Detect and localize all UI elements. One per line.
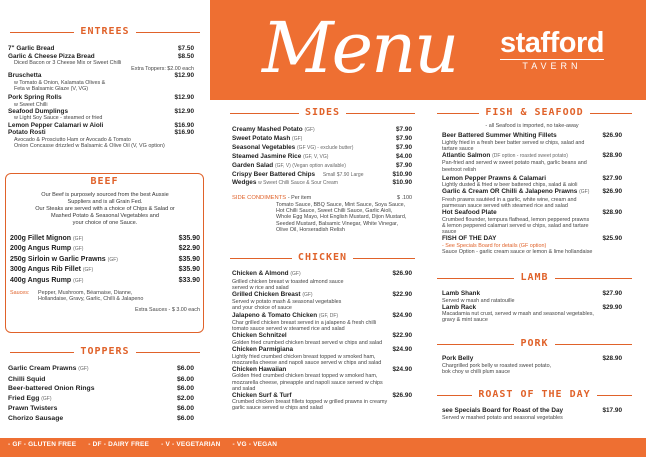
beef-intro-line: Mashed Potato & Seasonal Vegetables and — [51, 213, 159, 219]
item-tag: (GF) — [78, 366, 89, 372]
menu-item — [442, 209, 622, 217]
item-tag: (GF) — [290, 271, 301, 277]
item-price: $26.90 — [392, 391, 412, 399]
item-price: $35.90 — [178, 255, 200, 263]
beef-title: BEEF — [90, 176, 119, 187]
item-desc: Lightly dusted & fried w beer battered chips, salad & aioli — [442, 182, 578, 189]
menu-item — [232, 270, 412, 279]
item-desc: sauce — [442, 228, 457, 235]
item-price: $8.50 — [178, 52, 194, 60]
item-name: 250g Sirloin w Garlic Prawns — [10, 255, 106, 263]
condiments-per: - Per item — [287, 195, 312, 202]
item-name: Fried Egg — [8, 394, 40, 402]
item-name: Jalapeno & Tomato Chicken — [232, 311, 318, 319]
dietary-legend — [8, 441, 287, 448]
item-price: $22.90 — [392, 332, 412, 340]
item-name: FISH OF THE DAY — [442, 235, 497, 242]
seafood-title — [437, 107, 632, 118]
menu-item — [8, 45, 194, 53]
item-name: Beer-battered Onion Rings — [8, 385, 95, 392]
item-price: $10.90 — [392, 170, 412, 178]
item-price: $17.90 — [602, 407, 622, 414]
item-desc: Served w potato mash & seasonal vegetables — [232, 299, 342, 306]
item-name: Bruschetta — [8, 72, 42, 80]
item-desc: Grilled chicken breast w toasted almond sauce — [232, 278, 344, 285]
menu-item — [10, 255, 200, 265]
item-desc: Crumbed chicken breast fillets topped w grilled prawns in creamy — [232, 399, 388, 406]
condiments-line: Seeded Mustard, Balsamic Vinegar, White Vinegar, — [276, 220, 399, 227]
item-tag: (GF) — [107, 256, 118, 263]
menu-item — [10, 244, 200, 254]
lamb-list — [442, 290, 622, 323]
menu-item — [232, 179, 412, 188]
item-tag: (GF) — [73, 277, 84, 284]
item-desc: bok choy w chilli plum sauce — [442, 368, 511, 375]
roast-title — [437, 389, 632, 400]
sauces-label: Sauces: — [10, 290, 30, 297]
item-name: Chicken Parmigiana — [232, 346, 294, 354]
item-price: $29.90 — [602, 303, 622, 311]
menu-item — [8, 129, 194, 137]
item-price: $6.00 — [176, 375, 194, 383]
menu-item — [8, 394, 194, 405]
item-name: Seasonal Vegetables — [232, 143, 296, 151]
menu-item — [10, 265, 200, 275]
item-desc: w Light Soy Sauce - steamed or fried — [14, 115, 103, 122]
item-desc: beetroot relish — [442, 166, 477, 173]
sides-title — [230, 107, 415, 118]
legend-vg: - VG - VEGAN — [232, 441, 278, 448]
menu-item — [442, 304, 622, 312]
item-tag: (DF option - roasted sweet potato) — [492, 152, 568, 159]
item-name: 200g Fillet Mignon — [10, 235, 72, 242]
item-name: Steamed Jasmine Rice — [232, 152, 302, 160]
sides-list — [232, 126, 412, 233]
item-name: Chicken Schnitzel — [232, 332, 287, 340]
menu-item — [232, 135, 412, 144]
item-name: Beer Battered Summer Whiting Fillets — [442, 132, 557, 140]
item-desc: Fresh prawns sautéed in a garlic, white wine, cream and — [442, 196, 577, 203]
menu-item — [10, 234, 200, 244]
seafood-title-text: FISH & SEAFOOD — [479, 107, 589, 118]
item-price: $7.90 — [396, 126, 412, 133]
item-name: Garlic & Cream OR Chilli & Jalapeno Prawns — [442, 188, 578, 196]
item-price: $16.90 — [174, 121, 194, 129]
item-tag: (GF) — [292, 135, 303, 142]
item-name: see Specials Board for Roast of the Day — [442, 407, 564, 414]
roast-list — [442, 407, 622, 421]
item-name: Garden Salad — [232, 161, 274, 169]
item-price: $26.90 — [392, 270, 412, 277]
fotd-note: - See Specials Board for details (GF option) — [442, 242, 547, 249]
item-tag: (GF) — [73, 246, 84, 253]
extra-sauces: Extra Sauces - $ 3.00 each — [134, 306, 200, 313]
brand-logo — [500, 28, 604, 71]
item-desc: Lightly fried crumbed chicken breast topped w smoked ham, — [232, 353, 376, 360]
item-price: $28.90 — [602, 209, 622, 217]
item-desc: and salad — [232, 385, 256, 392]
toppers-title — [10, 346, 200, 357]
menu-item — [232, 332, 412, 340]
item-price: $6.00 — [176, 414, 194, 422]
menu-item — [442, 175, 622, 183]
item-desc: Diced Bacon or 3 Cheese Mix or Sweet Chilli — [14, 60, 122, 67]
item-price: $27.90 — [602, 174, 622, 182]
item-price: $6.00 — [176, 365, 194, 372]
menu-item — [442, 355, 622, 363]
item-desc: w Tomato & Onion, Kalamata Olives & — [14, 79, 106, 86]
item-price: $35.90 — [178, 266, 200, 274]
item-price: $25.90 — [602, 235, 622, 242]
item-desc: Lightly fried in a fresh beer batter served w chips, salad and — [442, 139, 585, 146]
item-price: $27.90 — [602, 290, 622, 297]
item-name: 300g Angus Rib Fillet — [10, 266, 81, 274]
item-price: $24.90 — [392, 346, 412, 354]
item-desc: tartare sauce — [442, 145, 474, 152]
entrees-title-text: ENTREES — [74, 26, 135, 37]
item-desc: garlic sauce served w chips and salad — [232, 405, 323, 412]
beef-sauces — [10, 290, 200, 313]
item-price: $7.90 — [396, 161, 412, 169]
item-name: Lemon Pepper Prawns & Calamari — [442, 174, 547, 182]
item-price: $22.90 — [392, 290, 412, 298]
beef-intro-line: your choice of one Sauce. — [72, 220, 138, 226]
item-desc: Macadamia nut crust, served w mash and seasonal vegetables, — [442, 311, 594, 318]
pork-title-text: PORK — [514, 338, 554, 349]
item-desc: and your choice of sauce — [232, 305, 292, 312]
item-name: Wedges — [232, 179, 257, 187]
item-desc: served w rice and salad — [232, 284, 289, 291]
legend-gf: - GF - GLUTEN FREE — [8, 441, 77, 448]
beef-list — [10, 234, 200, 286]
beef-content — [10, 192, 200, 313]
item-tag: (GF) — [579, 189, 590, 196]
item-desc: Pan-fried and served w sweet potato mash, garlic beans and — [442, 160, 587, 167]
menu-item — [10, 276, 200, 286]
fotd-desc: Sauce Option - garlic cream sauce or lemon & lime hollandaise — [442, 248, 593, 255]
item-name: Hot Seafood Plate — [442, 209, 497, 217]
condiments-line: Olive Oil, Horseradish Relish — [276, 226, 345, 233]
item-tag: (GF) — [302, 291, 313, 298]
chicken-title — [230, 252, 415, 263]
item-price: $22.90 — [178, 245, 200, 253]
menu-item — [442, 235, 622, 243]
item-name: Potato Rosti — [8, 129, 46, 137]
item-name: Prawn Twisters — [8, 405, 58, 412]
item-price: $7.90 — [396, 134, 412, 142]
item-price: $26.90 — [602, 188, 622, 196]
menu-item — [232, 153, 412, 162]
menu-item — [8, 364, 194, 375]
item-price: $16.90 — [174, 129, 194, 137]
item-name: Pork Spring Rolls — [8, 94, 62, 102]
condiments-line: Whole Egg Mayo, Hot English Mustard, Dijon Mustard, — [276, 214, 407, 221]
item-tag: (GF) — [82, 267, 94, 274]
condiments-line: Hot Chilli Sauce, Sweet Chilli Sauce, Garlic Aioli, — [276, 208, 393, 215]
item-tag: (GF, V, VG) — [303, 153, 329, 160]
item-name: Garlic & Cheese Pizza Bread — [8, 52, 95, 60]
lamb-title-text: LAMB — [514, 272, 554, 283]
item-price: $6.00 — [176, 405, 194, 412]
item-tag: (GF) — [41, 395, 52, 402]
item-price: $26.90 — [602, 132, 622, 140]
menu-item — [232, 126, 412, 135]
item-name: Pork Belly — [442, 355, 474, 362]
item-name: Chilli Squid — [8, 375, 46, 383]
item-price: $10.90 — [392, 179, 412, 187]
item-name: Atlantic Salmon — [442, 151, 491, 159]
extra-toppers: Extra Toppers: $2.00 each — [131, 66, 194, 73]
item-name: Crispy Beer Battered Chips — [232, 170, 316, 178]
item-name: Lamb Rack — [442, 303, 477, 311]
item-desc: Served w mash and ratatouille — [442, 297, 515, 304]
menu-item — [8, 122, 194, 130]
item-desc: mozzarella cheese and napoli sauce served w chips and salad — [232, 359, 382, 366]
beef-intro-line: Suppliers and is all Grain Fed. — [67, 199, 143, 205]
menu-item — [232, 162, 412, 171]
brand-name: stafford — [500, 27, 604, 59]
toppers-title-text: TOPPERS — [74, 346, 135, 357]
item-desc: parmesan sauce served with steamed rice and salad — [442, 203, 568, 210]
item-name: 400g Angus Rump — [10, 276, 72, 284]
menu-item — [442, 290, 622, 298]
item-name: Seafood Dumplings — [8, 107, 69, 115]
item-name: Lamb Shank — [442, 290, 480, 297]
menu-item — [232, 392, 412, 400]
item-name: Chorizo Sausage — [8, 414, 64, 422]
roast-title-text: ROAST OF THE DAY — [472, 389, 596, 400]
sauces-line: Pepper, Mushroom, Béarnaise, Dianne, — [38, 290, 133, 297]
pork-title — [437, 338, 632, 349]
item-name: Creamy Mashed Potato — [232, 126, 303, 133]
item-name: Chicken Hawaiian — [232, 365, 287, 373]
seafood-note: - all Seafood is imported, no take-away — [485, 123, 579, 129]
seafood-list — [442, 123, 622, 255]
item-desc: Golden fried crumbed chicken breast topped w smoked ham, — [232, 373, 378, 380]
sides-title-text: SIDES — [299, 107, 346, 118]
item-price: $33.90 — [178, 276, 200, 284]
item-price: $12.90 — [174, 94, 194, 102]
menu-item — [8, 414, 194, 424]
menu-item — [8, 53, 194, 61]
item-desc: Chargrilled pork belly w roasted sweet potato, — [442, 362, 552, 369]
menu-item — [8, 94, 194, 102]
item-name: Chicken & Almond — [232, 270, 289, 277]
item-name: Garlic Cream Prawns — [8, 365, 77, 372]
menu-item — [442, 132, 622, 140]
item-desc: Onion Concasse drizzled w Balsamic & Olive Oil (V, VG option) — [14, 142, 165, 149]
item-tag: Small $7.90 Large — [322, 171, 364, 178]
item-tag: (GF) — [73, 236, 84, 242]
item-desc: w Sweet Chilli — [14, 101, 48, 108]
item-name: Sweet Potato Mash — [232, 134, 291, 142]
item-desc: Crumbed flounder, tempura flathead, lemon peppered prawns — [442, 216, 590, 223]
pork-list — [442, 355, 622, 375]
item-tag: (GF, V) (Vegan option available) — [274, 162, 346, 169]
item-price: $28.90 — [602, 151, 622, 159]
menu-item — [442, 152, 622, 161]
menu-item — [8, 375, 194, 385]
item-desc: Avocado & Prosciutto Ham or Avocado & Tomato — [14, 136, 131, 143]
item-desc: Feta w Balsamic Glaze (V, VG) — [14, 86, 89, 93]
item-price: $12.90 — [174, 107, 194, 115]
chicken-list — [232, 270, 412, 411]
beef-intro — [10, 192, 200, 227]
brand-sub: TAVERN — [500, 59, 604, 71]
menu-item — [8, 384, 194, 394]
item-desc: mozzarella cheese, pineapple and napoli sauce served w chips — [232, 379, 383, 386]
item-price: $28.90 — [602, 355, 622, 362]
item-tag: w Sweet Chilli Sauce & Sour Cream — [258, 180, 338, 187]
menu-item — [442, 407, 622, 415]
item-price: $24.90 — [392, 311, 412, 319]
item-price: $24.90 — [392, 365, 412, 373]
item-name: 7" Garlic Bread — [8, 45, 55, 52]
menu-item — [232, 171, 412, 180]
item-desc: tomato sauce served w steamed rice and salad — [232, 326, 345, 333]
condiments-price: $ .100 — [397, 195, 412, 202]
menu-item — [232, 312, 412, 321]
item-tag: (GF VG) - exclude butter) — [297, 144, 354, 151]
entrees-title — [10, 26, 200, 37]
chicken-title-text: CHICKEN — [292, 252, 353, 263]
item-desc: Served w mashed potato and seasonal vegetables — [442, 414, 563, 421]
item-name: Lemon Pepper Calamari w Aioli — [8, 121, 104, 129]
item-price: $6.00 — [176, 385, 194, 392]
beef-intro-line: Our Steaks are served with a choice of Chips & Salad or — [35, 206, 175, 212]
item-desc: Char grilled chicken breast served in a jalapeno & fresh chilli — [232, 320, 377, 327]
menu-item — [232, 366, 412, 374]
item-name: Chicken Surf & Turf — [232, 391, 292, 399]
legend-df: - DF - DAIRY FREE — [88, 441, 150, 448]
menu-item — [442, 188, 622, 197]
item-price: $12.90 — [174, 72, 194, 80]
item-price: $2.00 — [176, 394, 194, 402]
condiments-label: SIDE CONDIMENTS — [232, 195, 287, 202]
menu-item — [232, 291, 412, 300]
menu-item — [8, 108, 194, 116]
sauces-line: Hollandaise, Gravy, Garlic, Chilli & Jalapeno — [38, 296, 144, 303]
lamb-title — [437, 272, 632, 283]
toppers-list — [8, 364, 194, 423]
entrees-list — [8, 45, 194, 149]
beef-intro-line: Our Beef is purposely sourced from the best Aussie — [41, 192, 169, 198]
item-price: $7.90 — [396, 143, 412, 151]
item-price: $4.00 — [396, 152, 412, 160]
item-tag: (GF) — [304, 127, 315, 133]
condiments-header — [232, 194, 412, 202]
menu-item — [232, 346, 412, 354]
item-desc: Golden fried crumbed chicken breast served w chips and salad — [232, 339, 383, 346]
item-tag: (GF, DF) — [318, 312, 339, 319]
item-desc: & lemon peppered calamari served w chips, salad and tartare — [442, 222, 589, 229]
condiments-line: Tomato Sauce, BBQ Sauce, Mint Sauce, Soya Sauce, — [276, 202, 406, 209]
menu-title: Menu — [262, 7, 458, 89]
menu-item — [232, 144, 412, 153]
item-price: $35.90 — [178, 235, 200, 242]
item-price: $7.50 — [178, 45, 194, 52]
item-name: Grilled Chicken Breast — [232, 290, 301, 298]
legend-v: - V - VEGETARIAN — [161, 441, 221, 448]
menu-item — [8, 72, 194, 80]
item-name: 200g Angus Rump — [10, 245, 72, 253]
item-desc: gravy & mint sauce — [442, 317, 488, 324]
menu-item — [8, 404, 194, 414]
